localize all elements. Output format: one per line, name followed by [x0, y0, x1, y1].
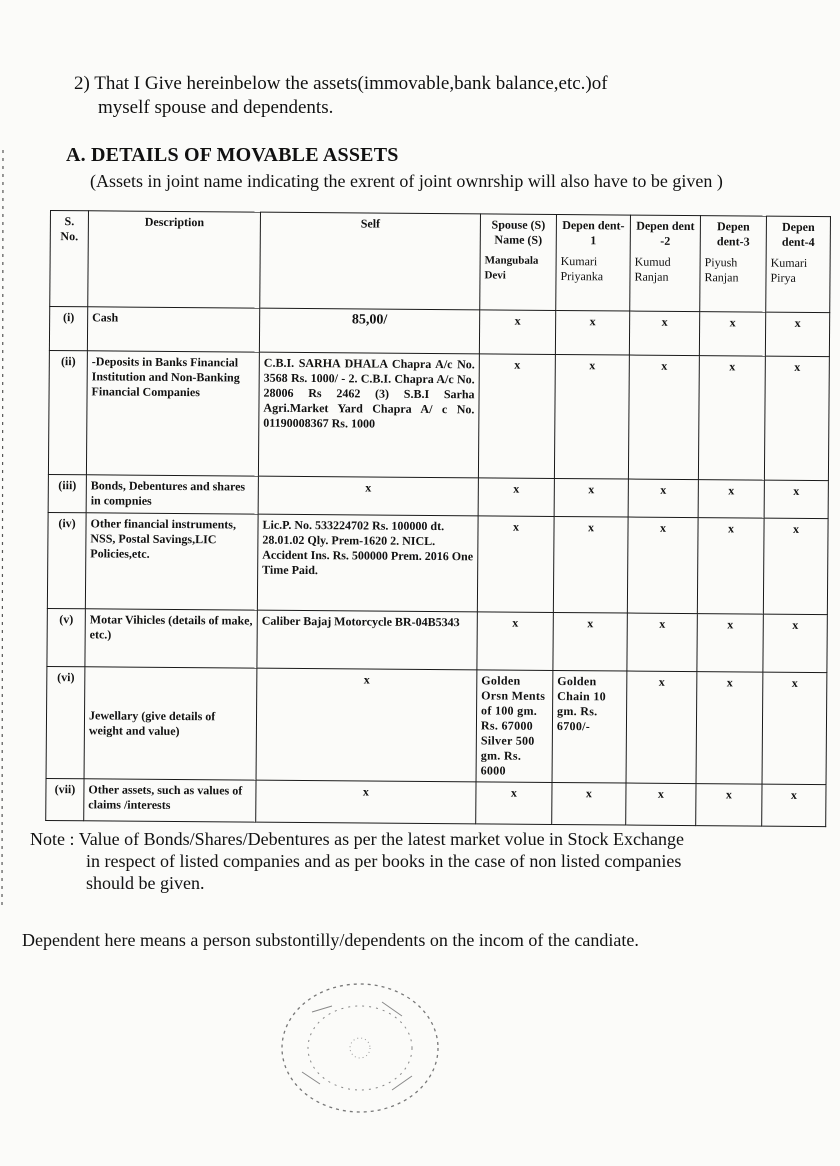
row-2-spouse: x	[478, 354, 555, 479]
row-5-dependent-4: x	[763, 614, 827, 673]
row-6-dependent-2: x	[626, 671, 697, 784]
row-2-sno: (ii)	[48, 350, 87, 474]
section-subheading: (Assets in joint name indicating the exrent of joint ownrship will also have to be given )	[90, 171, 723, 191]
row-1-dependent-2: x	[629, 311, 699, 356]
row-3-dependent-3: x	[698, 480, 764, 519]
row-2-dependent-1: x	[554, 354, 629, 479]
row-1-description: Cash	[87, 307, 259, 352]
row-4-self: Lic.P. No. 533224702 Rs. 100000 dt. 28.01.02 Qly. Prem-1620 2. NICL. Accident Ins. Rs. 500000 Prem. 2016 One Time Paid.	[257, 514, 478, 612]
table-row-financial-instruments	[47, 512, 828, 614]
table-row-cash	[49, 307, 829, 357]
row-7-self: x	[256, 780, 476, 824]
row-4-description: Other financial instruments, NSS, Postal Savings,LIC Policies,etc.	[85, 513, 258, 610]
header-dependent-3-label: Depen dent-3	[716, 219, 750, 249]
row-4-sno: (iv)	[47, 512, 86, 608]
table-row-deposits	[48, 350, 829, 480]
row-4-dependent-4: x	[763, 518, 828, 614]
header-dependent-3-name: Piyush Ranjan	[704, 255, 739, 285]
header-dependent-1-label: Depen dent-1	[562, 218, 625, 248]
row-4-spouse: x	[477, 516, 554, 613]
row-2-dependent-4: x	[764, 356, 829, 480]
header-dependent-4	[766, 216, 831, 312]
row-6-self: x	[256, 668, 477, 782]
row-5-dependent-2: x	[627, 613, 697, 672]
row-7-sno: (vii)	[46, 778, 84, 820]
note-label: Note :	[30, 829, 75, 849]
header-dependent-3	[700, 216, 767, 313]
header-description: Description	[88, 211, 261, 308]
intro-line-1: 2) That I Give hereinbelow the assets(immovable,bank balance,etc.)of	[74, 73, 608, 94]
row-2-description: -Deposits in Banks Financial Institution and Non-Banking Financial Companies	[86, 351, 259, 476]
row-3-dependent-1: x	[554, 478, 628, 517]
row-4-dependent-2: x	[627, 517, 698, 614]
row-5-dependent-1: x	[553, 612, 627, 671]
official-seal-stamp	[272, 972, 452, 1120]
row-7-dependent-1: x	[552, 782, 626, 825]
section-heading: A. DETAILS OF MOVABLE ASSETS	[66, 144, 399, 166]
row-6-sno: (vi)	[46, 666, 85, 778]
header-spouse-name: Mangubala Devi	[484, 254, 539, 282]
valuation-note	[30, 828, 800, 894]
row-7-spouse: x	[476, 782, 552, 825]
row-2-dependent-2: x	[628, 355, 699, 480]
dependent-definition: Dependent here means a person substontilly/dependents on the incom of the candiate.	[22, 930, 639, 950]
header-spouse-label: Spouse (S) Name (S)	[491, 217, 546, 247]
row-3-spouse: x	[478, 478, 554, 517]
header-sno: S. No.	[50, 211, 89, 307]
row-5-dependent-3: x	[697, 614, 763, 673]
table-row-jewellery	[46, 666, 827, 784]
row-5-self: Caliber Bajaj Motorcycle BR-04B5343	[257, 610, 477, 670]
row-3-self: x	[258, 476, 478, 516]
row-6-dependent-4: x	[762, 672, 827, 784]
movable-assets-table	[45, 210, 831, 827]
row-1-sno: (i)	[49, 307, 87, 351]
header-dependent-2-label: Depen dent -2	[636, 218, 695, 248]
row-3-sno: (iii)	[48, 474, 86, 512]
header-dependent-1-name: Kumari Priyanka	[560, 254, 604, 284]
row-1-spouse: x	[479, 310, 555, 355]
table-row-other-assets	[46, 778, 826, 826]
header-spouse	[480, 214, 557, 311]
header-dependent-1	[556, 214, 631, 311]
table-header-row	[50, 211, 831, 313]
row-7-description: Other assets, such as values of claims /interests	[84, 779, 256, 822]
note-line-2: in respect of listed companies and as per books in the case of non listed companies	[86, 851, 682, 871]
scan-margin-mark	[0, 150, 6, 910]
row-3-description: Bonds, Debentures and shares in compnies	[86, 475, 258, 514]
row-6-dependent-3: x	[696, 672, 763, 785]
row-1-dependent-1: x	[555, 310, 629, 355]
table-row-vehicles	[47, 608, 827, 672]
note-line-1: Value of Bonds/Shares/Debentures as per the latest market volue in Stock Exchange	[78, 829, 685, 849]
row-4-dependent-1: x	[553, 516, 628, 613]
header-dependent-4-label: Depen dent-4	[781, 219, 815, 250]
row-7-dependent-4: x	[762, 784, 826, 827]
row-7-dependent-2: x	[626, 783, 696, 826]
header-dependent-4-name: Kumari Pirya	[770, 255, 808, 285]
intro-line-2: myself spouse and dependents.	[98, 97, 334, 118]
header-dependent-2-name: Kumud Ranjan	[634, 254, 671, 284]
row-5-description: Motar Vihicles (details of make, etc.)	[85, 609, 257, 668]
row-3-dependent-4: x	[764, 480, 828, 519]
row-5-sno: (v)	[47, 608, 85, 666]
row-1-dependent-3: x	[699, 312, 765, 357]
intro-statement	[74, 72, 714, 120]
row-6-spouse: Golden Orsn Ments of 100 gm. Rs. 67000 Silver 500 gm. Rs. 6000	[476, 670, 553, 783]
row-1-dependent-4: x	[765, 312, 829, 357]
row-5-spouse: x	[477, 612, 553, 671]
row-6-description: Jewellary (give details of weight and value)	[84, 667, 257, 780]
row-4-dependent-3: x	[697, 518, 764, 615]
row-1-self: 85,00/	[259, 308, 479, 354]
header-dependent-2	[630, 215, 701, 312]
row-6-dependent-1: Golden Chain 10 gm. Rs. 6700/-	[552, 670, 627, 783]
header-self: Self	[260, 212, 481, 310]
row-3-dependent-2: x	[628, 479, 698, 518]
note-line-3: should be given.	[86, 873, 205, 893]
table-row-bonds	[48, 474, 828, 518]
row-2-self: C.B.I. SARHA DHALA Chapra A/c No. 3568 Rs. 1000/ - 2. C.B.I. Chapra A/c No. 28006 Rs 2462 (3) S.B.I Sarha Agri.Market Yard Chapra A/ c No. 01190008367 Rs. 1000	[258, 352, 479, 478]
row-2-dependent-3: x	[698, 356, 765, 481]
row-7-dependent-3: x	[696, 784, 762, 827]
